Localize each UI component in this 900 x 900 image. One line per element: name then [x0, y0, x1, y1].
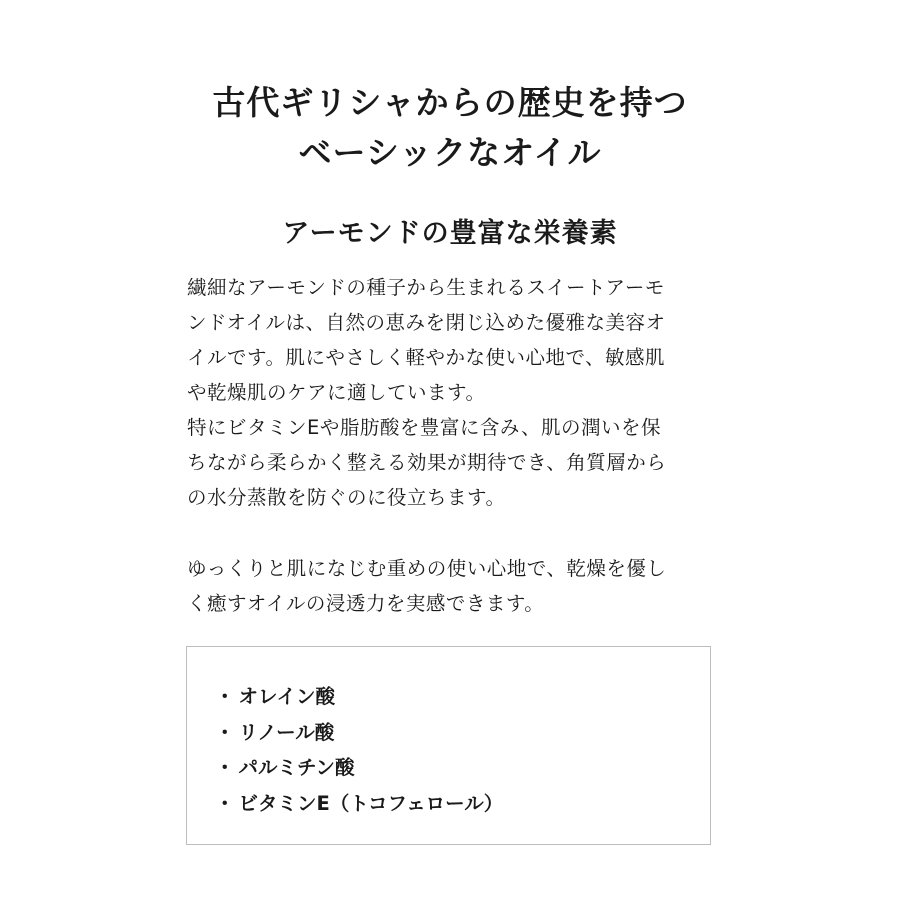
paragraph-line: ンドオイルは、自然の恵みを閉じ込めた優雅な美容オ [187, 311, 666, 334]
description-paragraph-1 [187, 270, 727, 515]
paragraph-line: イルです。肌にやさしく軽やかな使い心地で、敏感肌 [187, 346, 666, 369]
list-item [215, 679, 503, 715]
nutrient-name: ビタミンE（トコフェロール） [238, 791, 504, 815]
paragraph-line: 繊細なアーモンドの種子から生まれるスイートアーモ [187, 276, 665, 299]
paragraph-line: ちながら柔らかく整える効果が期待でき、角質層から [187, 451, 667, 474]
bullet-icon: ・ [215, 791, 235, 815]
paragraph-line: 特にビタミンEや脂肪酸を豊富に含み、肌の潤いを保 [187, 416, 661, 439]
list-item [215, 750, 503, 786]
nutrient-name: パルミチン酸 [238, 756, 355, 779]
nutrient-list-box [186, 646, 711, 845]
paragraph-line: く癒すオイルの浸透力を実感できます。 [187, 592, 545, 615]
bullet-icon: ・ [215, 685, 235, 708]
title-line-2: ベーシックなオイル [298, 133, 602, 172]
paragraph-line: の水分蒸散を防ぐのに役立ちます。 [187, 486, 506, 509]
paragraph-line: ゆっくりと肌になじむ重めの使い心地で、乾燥を優し [187, 557, 667, 580]
nutrient-name: オレイン酸 [238, 685, 336, 708]
nutrient-list [215, 679, 503, 821]
paragraph-line: や乾燥肌のケアに適しています。 [187, 381, 486, 404]
page-title [0, 78, 900, 178]
nutrient-name: リノール酸 [238, 720, 335, 744]
list-item [215, 786, 503, 822]
bullet-icon: ・ [215, 756, 235, 779]
bullet-icon: ・ [215, 720, 235, 744]
section-subtitle: アーモンドの豊富な栄養素 [282, 218, 618, 249]
list-item [215, 715, 503, 751]
description-paragraph-2 [187, 551, 727, 621]
title-line-1: 古代ギリシャからの歴史を持つ [212, 83, 688, 122]
